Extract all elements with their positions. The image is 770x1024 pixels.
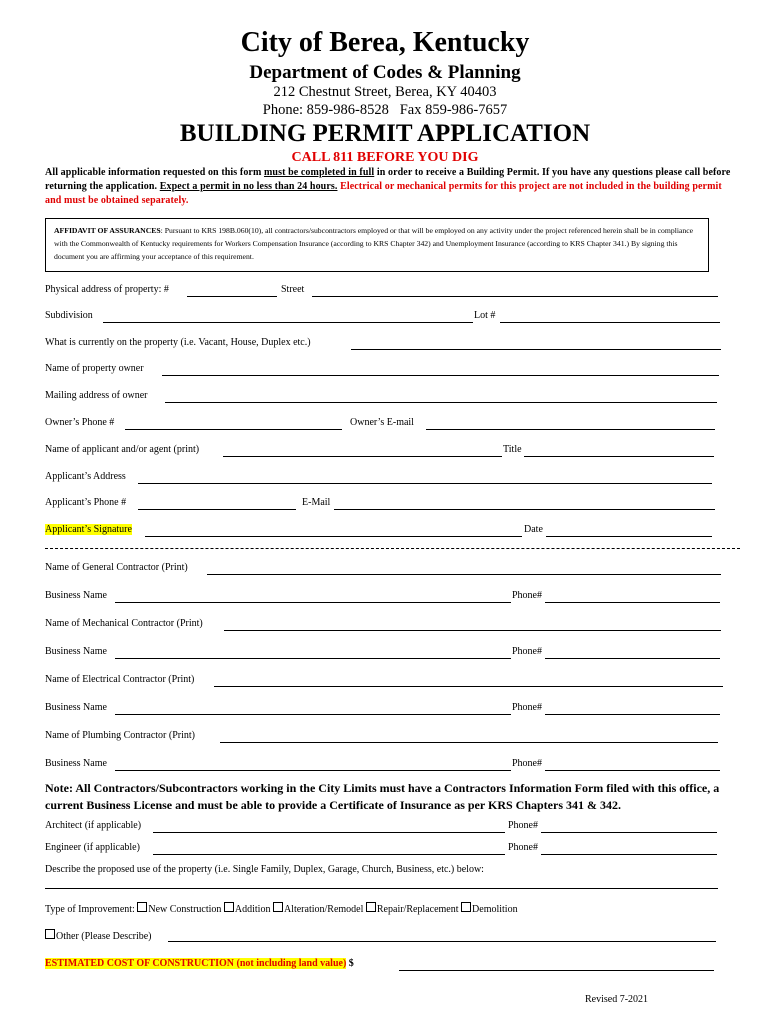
applicant-name-field[interactable] <box>223 456 502 457</box>
form-title: BUILDING PERMIT APPLICATION <box>179 120 591 147</box>
mechanical-contractor-field[interactable] <box>224 630 721 631</box>
street-label: Street <box>281 284 305 295</box>
intro-text-4: Expect a permit in no less than 24 hours. <box>159 181 338 192</box>
plumbing-contractor-label: Name of Plumbing Contractor (Print) <box>45 730 195 741</box>
mechanical-phone-field[interactable] <box>545 658 720 659</box>
applicant-address-field[interactable] <box>138 483 712 484</box>
owner-email-field[interactable] <box>426 429 715 430</box>
email-label: E-Mail <box>302 497 331 508</box>
electrical-phone-label: Phone# <box>512 702 542 713</box>
signature-field[interactable] <box>145 536 522 537</box>
repair-label: Repair/Replacement <box>376 904 459 915</box>
signature-label: Applicant’s Signature <box>45 524 132 535</box>
general-business-field[interactable] <box>115 602 511 603</box>
alteration-label: Alteration/Remodel <box>283 904 364 915</box>
intro-paragraph <box>45 166 735 208</box>
current-use-label: What is currently on the property (i.e. Vacant, House, Duplex etc.) <box>45 337 311 348</box>
demolition-checkbox[interactable] <box>461 902 471 912</box>
other-option[interactable] <box>45 929 152 942</box>
demolition-label: Demolition <box>472 904 518 915</box>
general-contractor-field[interactable] <box>207 574 721 575</box>
architect-phone-field[interactable] <box>541 832 717 833</box>
phone-fax-line: Phone: 859-986-8528 Fax 859-986-7657 <box>262 102 508 118</box>
repair-checkbox[interactable] <box>366 902 376 912</box>
mechanical-business-label: Business Name <box>45 646 107 657</box>
other-label: Other (Please Describe) <box>56 931 152 942</box>
owner-phone-field[interactable] <box>125 429 342 430</box>
improvement-row <box>45 902 518 915</box>
contractor-note: Note: All Contractors/Subcontractors working in the City Limits must have a Contractors Information Form filed with this office, a current Business License and must be able to provide a Certificate of Insurance as per KRS Chapters 341 & 342. <box>45 781 720 812</box>
plumbing-business-field[interactable] <box>115 770 511 771</box>
lot-label: Lot # <box>474 310 496 321</box>
subdivision-field[interactable] <box>103 322 473 323</box>
electrical-contractor-label: Name of Electrical Contractor (Print) <box>45 674 195 685</box>
estimated-cost-field[interactable] <box>399 970 714 971</box>
physical-address-label: Physical address of property: # <box>45 284 169 295</box>
affidavit-text: : Pursuant to KRS 198B.060(10), all contractors/subcontractors employed or that will be employed on any activity under the project referenced herein shall be in compliance with the Commonwealth of Kentucky requirements for Workers Compensation Insurance (according to KRS Chapter 342) and Unemployment Insurance (according to KRS Chapter 341.) By signing this document you are affirming your acceptance of this requirement. <box>54 226 694 261</box>
engineer-phone-field[interactable] <box>541 854 717 855</box>
section-divider <box>45 548 740 549</box>
mechanical-phone-label: Phone# <box>512 646 542 657</box>
architect-label: Architect (if applicable) <box>45 820 142 831</box>
addition-checkbox[interactable] <box>224 902 234 912</box>
repair-option[interactable] <box>366 904 459 915</box>
describe-use-label: Describe the proposed use of the property (i.e. Single Family, Duplex, Garage, Church, Business, etc.) below: <box>45 864 484 875</box>
address-line: 212 Chestnut Street, Berea, KY 40403 <box>273 84 497 100</box>
plumbing-business-label: Business Name <box>45 758 107 769</box>
new-construction-option[interactable] <box>137 904 221 915</box>
revision-date: Revised 7-2021 <box>585 994 649 1005</box>
general-business-label: Business Name <box>45 590 107 601</box>
other-checkbox[interactable] <box>45 929 55 939</box>
alteration-checkbox[interactable] <box>273 902 283 912</box>
city-title: City of Berea, Kentucky <box>240 27 530 58</box>
email-field[interactable] <box>334 509 715 510</box>
plumbing-phone-field[interactable] <box>545 770 720 771</box>
general-phone-field[interactable] <box>545 602 720 603</box>
electrical-contractor-field[interactable] <box>214 686 723 687</box>
intro-text-1: All applicable information requested on this form <box>45 167 264 178</box>
applicant-phone-field[interactable] <box>138 509 296 510</box>
new-construction-checkbox[interactable] <box>137 902 147 912</box>
architect-field[interactable] <box>153 832 505 833</box>
estimated-cost-row <box>45 958 354 969</box>
street-field[interactable] <box>312 296 718 297</box>
engineer-label: Engineer (if applicable) <box>45 842 140 853</box>
plumbing-contractor-field[interactable] <box>220 742 718 743</box>
subdivision-label: Subdivision <box>45 310 93 321</box>
date-field[interactable] <box>546 536 712 537</box>
estimated-cost-label: ESTIMATED COST OF CONSTRUCTION (not including land value) <box>45 958 347 969</box>
owner-name-field[interactable] <box>162 375 719 376</box>
affidavit-box <box>45 218 709 272</box>
addition-option[interactable] <box>224 904 271 915</box>
lot-field[interactable] <box>500 322 720 323</box>
call-811-notice: CALL 811 BEFORE YOU DIG <box>291 150 479 165</box>
mechanical-contractor-label: Name of Mechanical Contractor (Print) <box>45 618 203 629</box>
date-label: Date <box>524 524 543 535</box>
intro-text-2: must be completed in full <box>263 167 375 178</box>
new-construction-label: New Construction <box>148 904 222 915</box>
applicant-name-label: Name of applicant and/or agent (print) <box>45 444 200 455</box>
mailing-address-field[interactable] <box>165 402 717 403</box>
dollar-sign: $ <box>348 958 354 969</box>
department-title: Department of Codes & Planning <box>249 62 521 83</box>
improvement-label: Type of Improvement: <box>45 904 135 915</box>
alteration-option[interactable] <box>273 904 363 915</box>
general-contractor-label: Name of General Contractor (Print) <box>45 562 188 573</box>
intro-text-5: Electrical or mechanical permits for this project are not included in the building permit and must be obtained separately. <box>45 181 722 206</box>
electrical-business-label: Business Name <box>45 702 107 713</box>
engineer-field[interactable] <box>153 854 505 855</box>
demolition-option[interactable] <box>461 904 518 915</box>
general-phone-label: Phone# <box>512 590 542 601</box>
owner-name-label: Name of property owner <box>45 363 144 374</box>
plumbing-phone-label: Phone# <box>512 758 542 769</box>
current-use-field[interactable] <box>351 349 721 350</box>
addition-label: Addition <box>234 904 271 915</box>
engineer-phone-label: Phone# <box>508 842 538 853</box>
electrical-business-field[interactable] <box>115 714 511 715</box>
applicant-address-label: Applicant’s Address <box>45 471 126 482</box>
property-number-field[interactable] <box>187 296 277 297</box>
other-field[interactable] <box>168 941 716 942</box>
mechanical-business-field[interactable] <box>115 658 511 659</box>
intro-text-3: in order to receive a Building Permit. If you have any questions please call before returning the application. <box>45 167 731 192</box>
applicant-phone-label: Applicant’s Phone # <box>45 497 127 508</box>
architect-phone-label: Phone# <box>508 820 538 831</box>
owner-phone-label: Owner’s Phone # <box>45 417 115 428</box>
mailing-address-label: Mailing address of owner <box>45 390 148 401</box>
title-field[interactable] <box>524 456 714 457</box>
owner-email-label: Owner’s E-mail <box>350 417 414 428</box>
title-label: Title <box>503 444 522 455</box>
affidavit-label: AFFIDAVIT OF ASSURANCES <box>54 226 161 235</box>
electrical-phone-field[interactable] <box>545 714 720 715</box>
describe-use-field[interactable] <box>45 888 718 889</box>
